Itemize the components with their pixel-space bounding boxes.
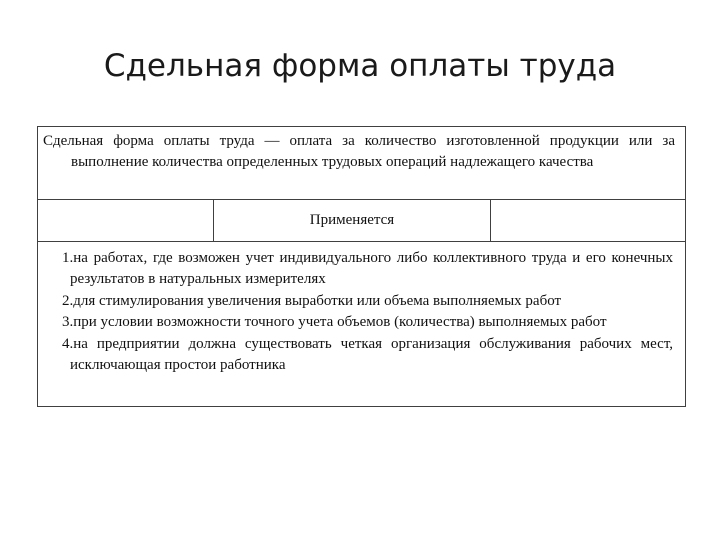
applies-row-empty-cell-right bbox=[491, 200, 685, 241]
condition-item: 3.при условии возможности точного учета объемов (количества) выполняемых работ bbox=[62, 314, 607, 331]
slide-title: Сдельная форма оплаты труда bbox=[103, 48, 617, 84]
conditions-box bbox=[37, 241, 686, 407]
conditions-list bbox=[62, 248, 673, 376]
applies-label: Применяется bbox=[214, 200, 491, 241]
condition-item: 2.для стимулирования увеличения выработки или объема выполняемых работ bbox=[62, 292, 562, 309]
applies-row-empty-cell-left bbox=[38, 200, 214, 241]
definition-text: — оплата за количество изготовленной продукции или за выполнение количества определенных трудовых операций надлежащего качества bbox=[71, 133, 676, 170]
condition-item: 4.на предприятии должна существовать четкая организация обслуживания рабочих мест, исключающая простои работника bbox=[62, 335, 673, 374]
definition-paragraph bbox=[43, 131, 675, 173]
definition-box bbox=[37, 126, 686, 200]
condition-item: 1.на работах, где возможен учет индивидуального либо коллективного труда и его конечных результатов в натуральных измерителях bbox=[62, 250, 673, 288]
definition-term: Сдельная форма оплаты труда bbox=[43, 133, 255, 149]
applies-row bbox=[37, 199, 686, 242]
